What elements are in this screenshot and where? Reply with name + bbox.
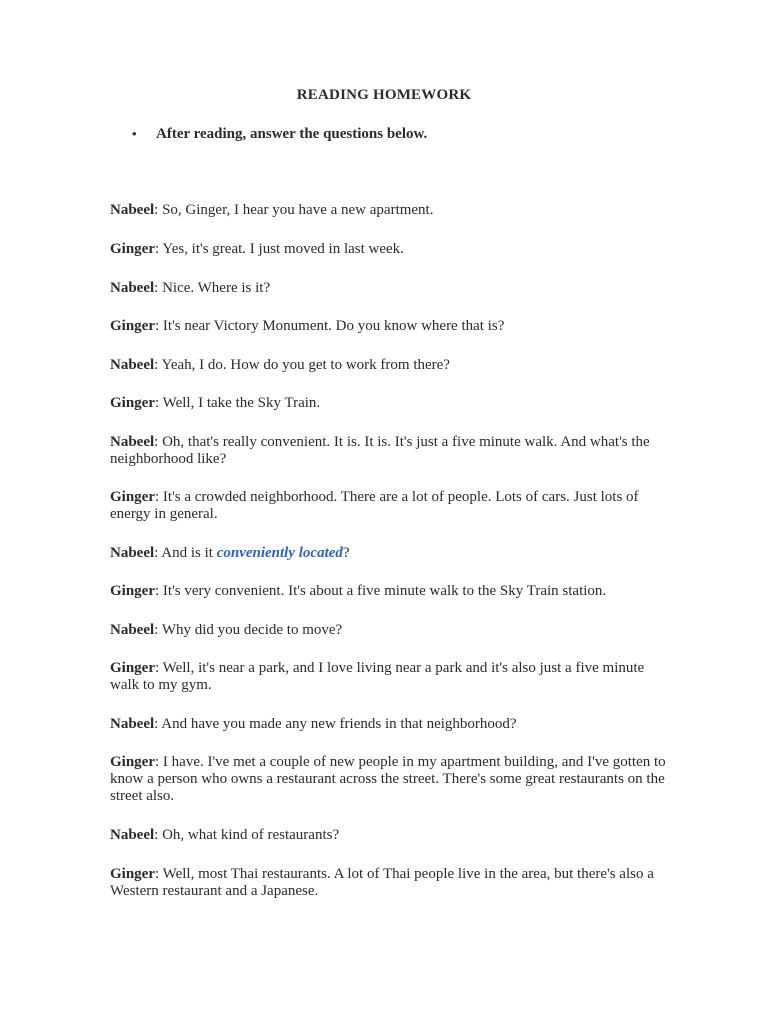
dialogue-text: : Well, it's near a park, and I love living near a park and it's also just a five minute walk to my gym. — [110, 660, 645, 693]
speaker-name: Ginger — [110, 866, 155, 882]
dialogue-line — [110, 434, 670, 468]
dialogue-line — [110, 866, 670, 900]
dialogue-text: : So, Ginger, I hear you have a new apartment. — [154, 202, 434, 218]
dialogue-line — [110, 716, 670, 733]
bullet-icon: • — [132, 126, 137, 141]
speaker-name: Ginger — [110, 395, 155, 411]
instruction-item — [132, 125, 427, 143]
dialogue-text: : It's a crowded neighborhood. There are a lot of people. Lots of cars. Just lots of energy in general. — [110, 489, 639, 522]
dialogue-line — [110, 318, 670, 335]
speaker-name: Ginger — [110, 583, 155, 599]
speaker-name: Ginger — [110, 754, 155, 770]
dialogue-text: : Well, I take the Sky Train. — [155, 395, 321, 411]
instruction-text: After reading, answer the questions below. — [156, 126, 428, 142]
speaker-name: Nabeel — [110, 202, 155, 218]
dialogue-text-end: ? — [342, 545, 350, 561]
speaker-name: Ginger — [110, 241, 155, 257]
speaker-name: Nabeel — [110, 434, 155, 450]
speaker-name: Nabeel — [110, 622, 155, 638]
dialogue-line — [110, 754, 670, 805]
dialogue-line — [110, 357, 670, 374]
dialogue-text: : Oh, what kind of restaurants? — [154, 827, 340, 843]
speaker-name: Nabeel — [110, 716, 155, 732]
dialogue-line — [110, 583, 670, 600]
speaker-name: Nabeel — [110, 357, 155, 373]
dialogue-text: : And have you made any new friends in that neighborhood? — [154, 716, 517, 732]
speaker-name: Nabeel — [110, 827, 155, 843]
dialogue-text: : Nice. Where is it? — [154, 280, 271, 296]
dialogue-line — [110, 827, 670, 844]
dialogue-line — [110, 202, 670, 219]
dialogue-text: : Why did you decide to move? — [154, 622, 343, 638]
speaker-name: Ginger — [110, 318, 155, 334]
dialogue-text: : Yes, it's great. I just moved in last week. — [155, 241, 404, 257]
dialogue-line — [110, 622, 670, 639]
dialogue-text: : It's near Victory Monument. Do you know where that is? — [155, 318, 505, 334]
dialogue-line — [110, 395, 670, 412]
speaker-name: Ginger — [110, 660, 155, 676]
dialogue-text: : Yeah, I do. How do you get to work from there? — [154, 357, 450, 373]
dialogue-text: : I have. I've met a couple of new people in my apartment building, and I've gotten to know a person who owns a restaurant across the street. There's some great restaurants on the street also. — [110, 754, 666, 804]
dialogue-line — [110, 545, 670, 562]
dialogue-text: : It's very convenient. It's about a five minute walk to the Sky Train station. — [155, 583, 607, 599]
speaker-name: Ginger — [110, 489, 155, 505]
dialogue-line — [110, 489, 670, 523]
dialogue-text: : And is it — [154, 545, 217, 561]
dialogue-text: : Well, most Thai restaurants. A lot of Thai people live in the area, but there's also a Western restaurant and a Japanese. — [110, 866, 654, 899]
speaker-name: Nabeel — [110, 280, 155, 296]
dialogue-line — [110, 241, 670, 258]
highlighted-phrase: conveniently located — [216, 545, 343, 561]
document-title: READING HOMEWORK — [296, 87, 472, 103]
dialogue-line — [110, 660, 670, 694]
speaker-name: Nabeel — [110, 545, 155, 561]
dialogue-line — [110, 280, 670, 297]
dialogue-text: : Oh, that's really convenient. It is. It is. It's just a five minute walk. And what's the neighborhood like? — [110, 434, 650, 467]
